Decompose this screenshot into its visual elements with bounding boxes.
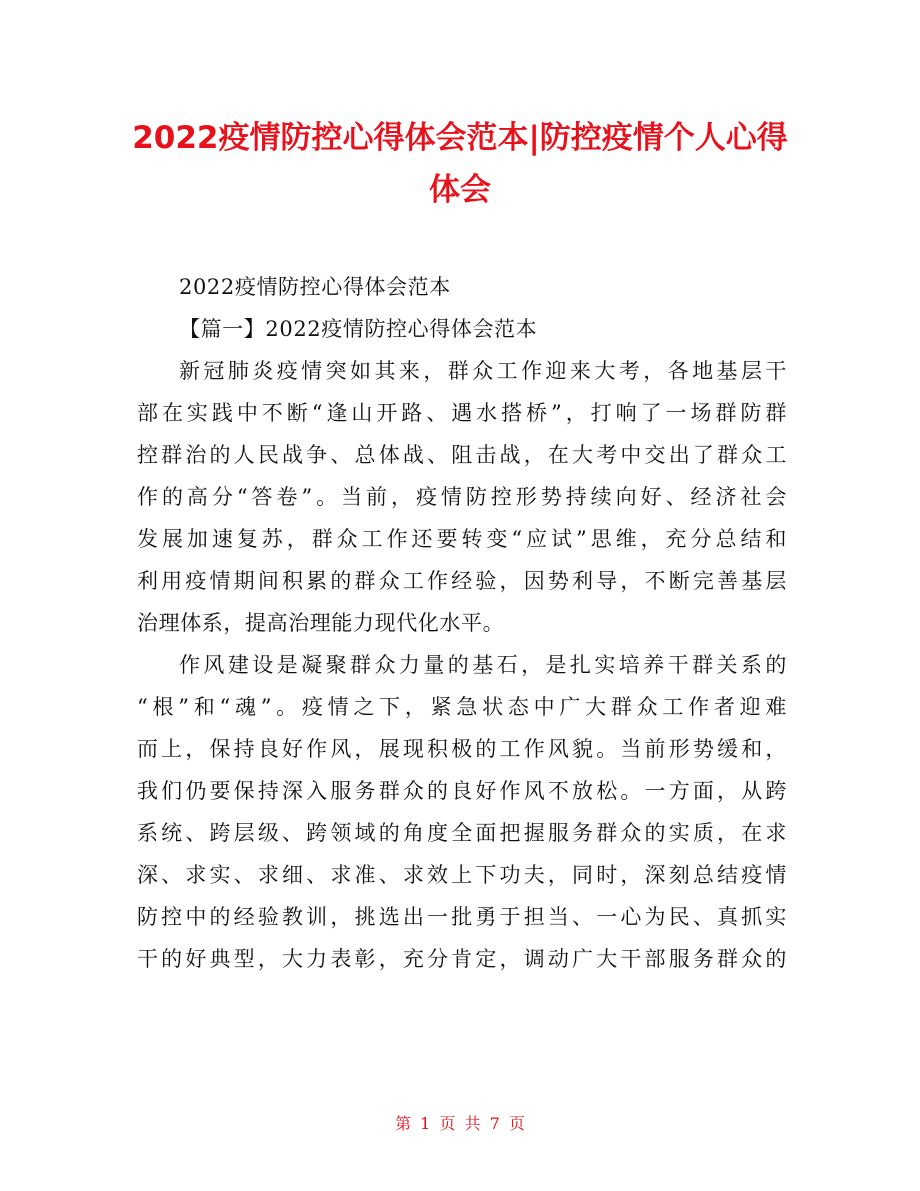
paragraph-line: 利用疫情期间积累的群众工作经验，因势利导，不断完善基层 [137, 569, 787, 593]
paragraph-line: 新冠肺炎疫情突如其来，群众工作迎来大考，各地基层干 [179, 359, 787, 383]
paragraph-line: 深、求实、求细、求准、求效上下功夫，同时，深刻总结疫情 [137, 863, 787, 887]
paragraph-line: 干的好典型，大力表彰，充分肯定，调动广大干部服务群众的 [137, 947, 787, 971]
paragraph-line: 作风建设是凝聚群众力量的基石，是扎实培养干群关系的 [179, 653, 787, 677]
document-body [137, 266, 787, 980]
paragraph-line: 作的高分“答卷”。当前，疫情防控形势持续向好、经济社会 [137, 485, 787, 509]
paragraph-line: 控群治的人民战争、总体战、阻击战，在大考中交出了群众工 [137, 443, 787, 467]
page-number: 第 1 页 共 7 页 [395, 1114, 525, 1133]
paragraph-line: 系统、跨层级、跨领域的角度全面把握服务群众的实质，在求 [137, 821, 787, 845]
paragraph-line: 部在实践中不断“逢山开路、遇水搭桥”，打响了一场群防群 [137, 401, 787, 425]
section-heading: 【篇一】2022疫情防控心得体会范本 [179, 317, 538, 341]
paragraph-line: “根”和“魂”。疫情之下，紧急状态中广大群众工作者迎难 [137, 695, 787, 719]
paragraph-line: 治理体系，提高治理能力现代化水平。 [137, 611, 505, 635]
paragraph-line: 我们仍要保持深入服务群众的良好作风不放松。一方面，从跨 [137, 779, 787, 803]
document-subtitle: 2022疫情防控心得体会范本 [179, 275, 451, 299]
paragraph-line: 而上，保持良好作风，展现积极的工作风貌。当前形势缓和， [137, 737, 787, 761]
paragraph-line: 发展加速复苏，群众工作还要转变“应试”思维，充分总结和 [137, 527, 787, 551]
paragraph-line: 防控中的经验教训，挑选出一批勇于担当、一心为民、真抓实 [137, 905, 787, 929]
document-title: 2022疫情防控心得体会范本|防控疫情个人心得体会 [132, 120, 788, 208]
paragraph-1 [137, 350, 787, 644]
paragraph-2 [137, 644, 787, 980]
